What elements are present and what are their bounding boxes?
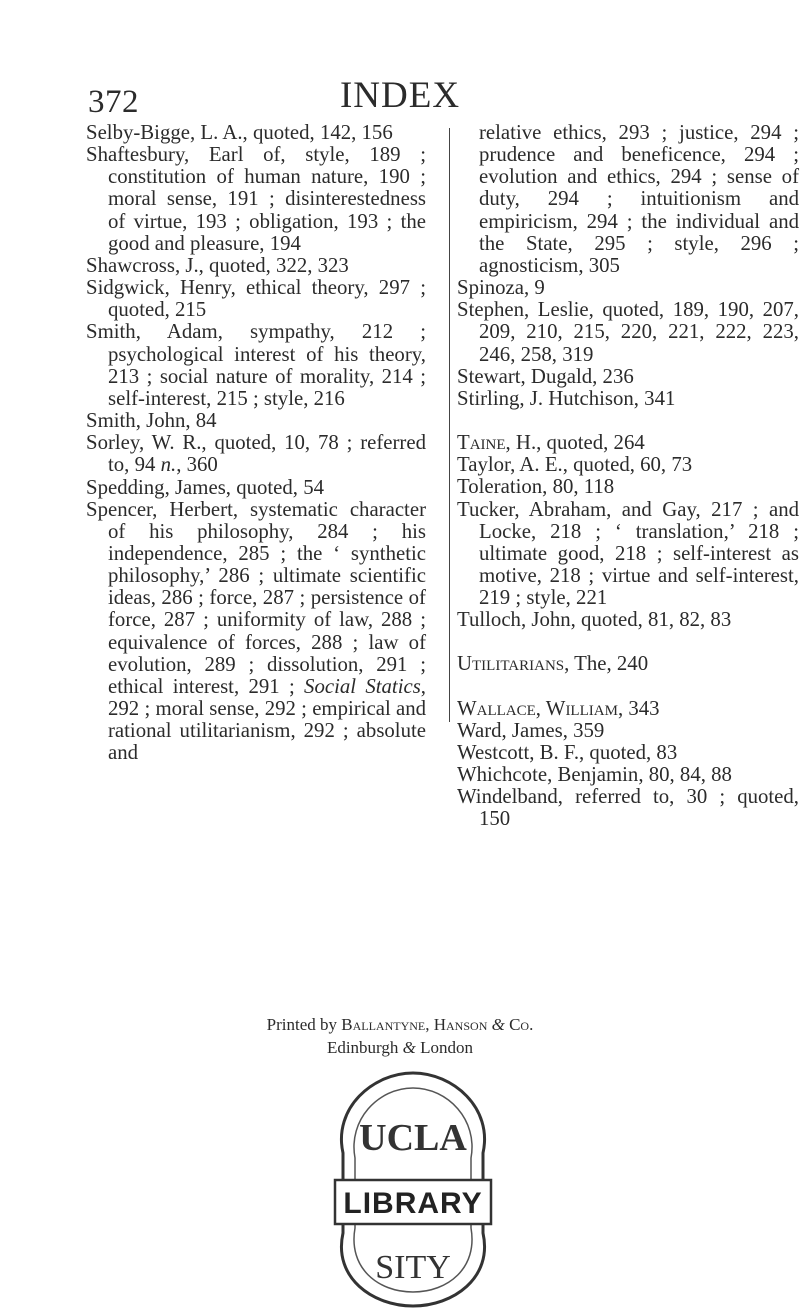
index-entry-stewart: Stewart, Dugald, 236 [457,364,634,388]
sorley-note-abbrev: n. [160,453,177,477]
index-entry-spinoza: Spinoza, 9 [457,276,545,300]
imprint-printer-names: Ballantyne, Hanson [341,1015,488,1034]
index-entry-taine [457,432,799,454]
printer-imprint-line2 [0,1038,800,1058]
right-column [457,122,799,831]
index-entry-spencer [86,499,426,765]
index-entry-wallace [457,698,799,720]
utilitarians-text: , The, 240 [564,652,649,676]
index-entry-spedding: Spedding, James, quoted, 54 [86,475,324,499]
column-divider [449,128,450,722]
letter-gap-t [457,410,799,432]
index-entry-smith-adam: Smith, Adam, sympathy, 212 ; psychological interest of his theory, 213 ; social nature of morality, 214 ; self-interest, 215 ; style, 216 [86,320,426,410]
index-entry-selby-bigge: Selby-Bigge, L. A., quoted, 142, 156 [86,121,393,144]
index-entry-taylor: Taylor, A. E., quoted, 60, 73 [457,453,693,477]
running-head-title: INDEX [339,75,461,116]
page-number: 372 [88,84,139,120]
imprint-prefix: Printed by [266,1015,342,1034]
index-entry-stirling: Stirling, J. Hutchison, 341 [457,386,676,410]
imprint-city-london: London [420,1038,474,1057]
index-entry-tucker: Tucker, Abraham, and Gay, 217 ; and Locke, 218 ; ‘ translation,’ 218 ; ultimate good, 218 ; self-interest as motive, 218 ; virtue and self-interest, 219 ; style, 221 [457,497,799,610]
stamp-middle-text: LIBRARY [343,1187,483,1220]
utilitarians-heading: Utilitarians [457,652,565,676]
index-entry-utilitarians [457,653,799,675]
printer-imprint-line1 [0,1015,800,1035]
index-entry-ward: Ward, James, 359 [457,718,605,742]
left-column [86,122,426,765]
imprint-ampersand: & [487,1015,510,1034]
stamp-top-text: UCLA [359,1117,467,1159]
index-entry-smith-john: Smith, John, 84 [86,409,217,433]
spencer-text-b: , 292 ; moral sense, 292 ; empirical and rational utilitarianism, 292 ; absolute and [108,674,426,765]
taine-text: , H., quoted, 264 [505,431,645,455]
letter-gap-u [457,631,799,653]
library-stamp [313,1058,513,1308]
spencer-text-a: Spencer, Herbert, systematic character of his philosophy, 284 ; his independence, 285 ; the ‘ synthetic philosophy,’ 286 ; ultimate scientific ideas, 286 ; force, 287 ; persistence of force, 287 ; uniformity of law, 288 ; equivalence of forces, 288 ; law of evolution, 289 ; dissolution, 291 ; ethical interest, 291 ; [86,497,426,698]
wallace-text: , 343 [617,696,660,720]
letter-gap-w [457,676,799,698]
index-entry-whichcote: Whichcote, Benjamin, 80, 84, 88 [457,763,732,787]
index-entry-stephen: Stephen, Leslie, quoted, 189, 190, 207, 209, 210, 215, 220, 221, 222, 223, 246, 258, 319 [457,298,799,366]
index-entry-toleration: Toleration, 80, 118 [457,475,615,499]
sorley-text-b: , 360 [176,453,218,477]
imprint-ampersand-2: & [398,1038,421,1057]
index-entry-westcott: Westcott, B. F., quoted, 83 [457,740,678,764]
index-entry-windelband: Windelband, referred to, 30 ; quoted, 150 [457,785,799,831]
index-entry-shaftesbury: Shaftesbury, Earl of, style, 189 ; constitution of human nature, 190 ; moral sense, 191 ; disinterestedness of virtue, 193 ; obligation, 193 ; the good and pleasure, 194 [86,143,426,255]
sorley-text-a: Sorley, W. R., quoted, 10, 78 ; referred to, 94 [86,431,426,477]
index-entry-sidgwick: Sidgwick, Henry, ethical theory, 297 ; quoted, 215 [86,276,426,322]
index-entry-spencer-continued: relative ethics, 293 ; justice, 294 ; prudence and beneficence, 294 ; evolution and ethics, 294 ; sense of duty, 294 ; intuitionism and empiricism, 294 ; the individual and the State, 295 ; style, 296 ; agnosticism, 305 [479,121,799,277]
stamp-bottom-text: SITY [375,1249,451,1286]
spencer-title-italic: Social Statics [304,674,421,698]
imprint-co: Co. [509,1015,534,1034]
index-entry-tulloch: Tulloch, John, quoted, 81, 82, 83 [457,608,732,632]
wallace-heading: Wallace, William [457,696,618,720]
index-entry-sorley [86,432,426,476]
imprint-city-edinburgh: Edinburgh [326,1038,399,1057]
index-entry-shawcross: Shawcross, J., quoted, 322, 323 [86,253,349,277]
taine-heading: Taine [457,431,506,455]
